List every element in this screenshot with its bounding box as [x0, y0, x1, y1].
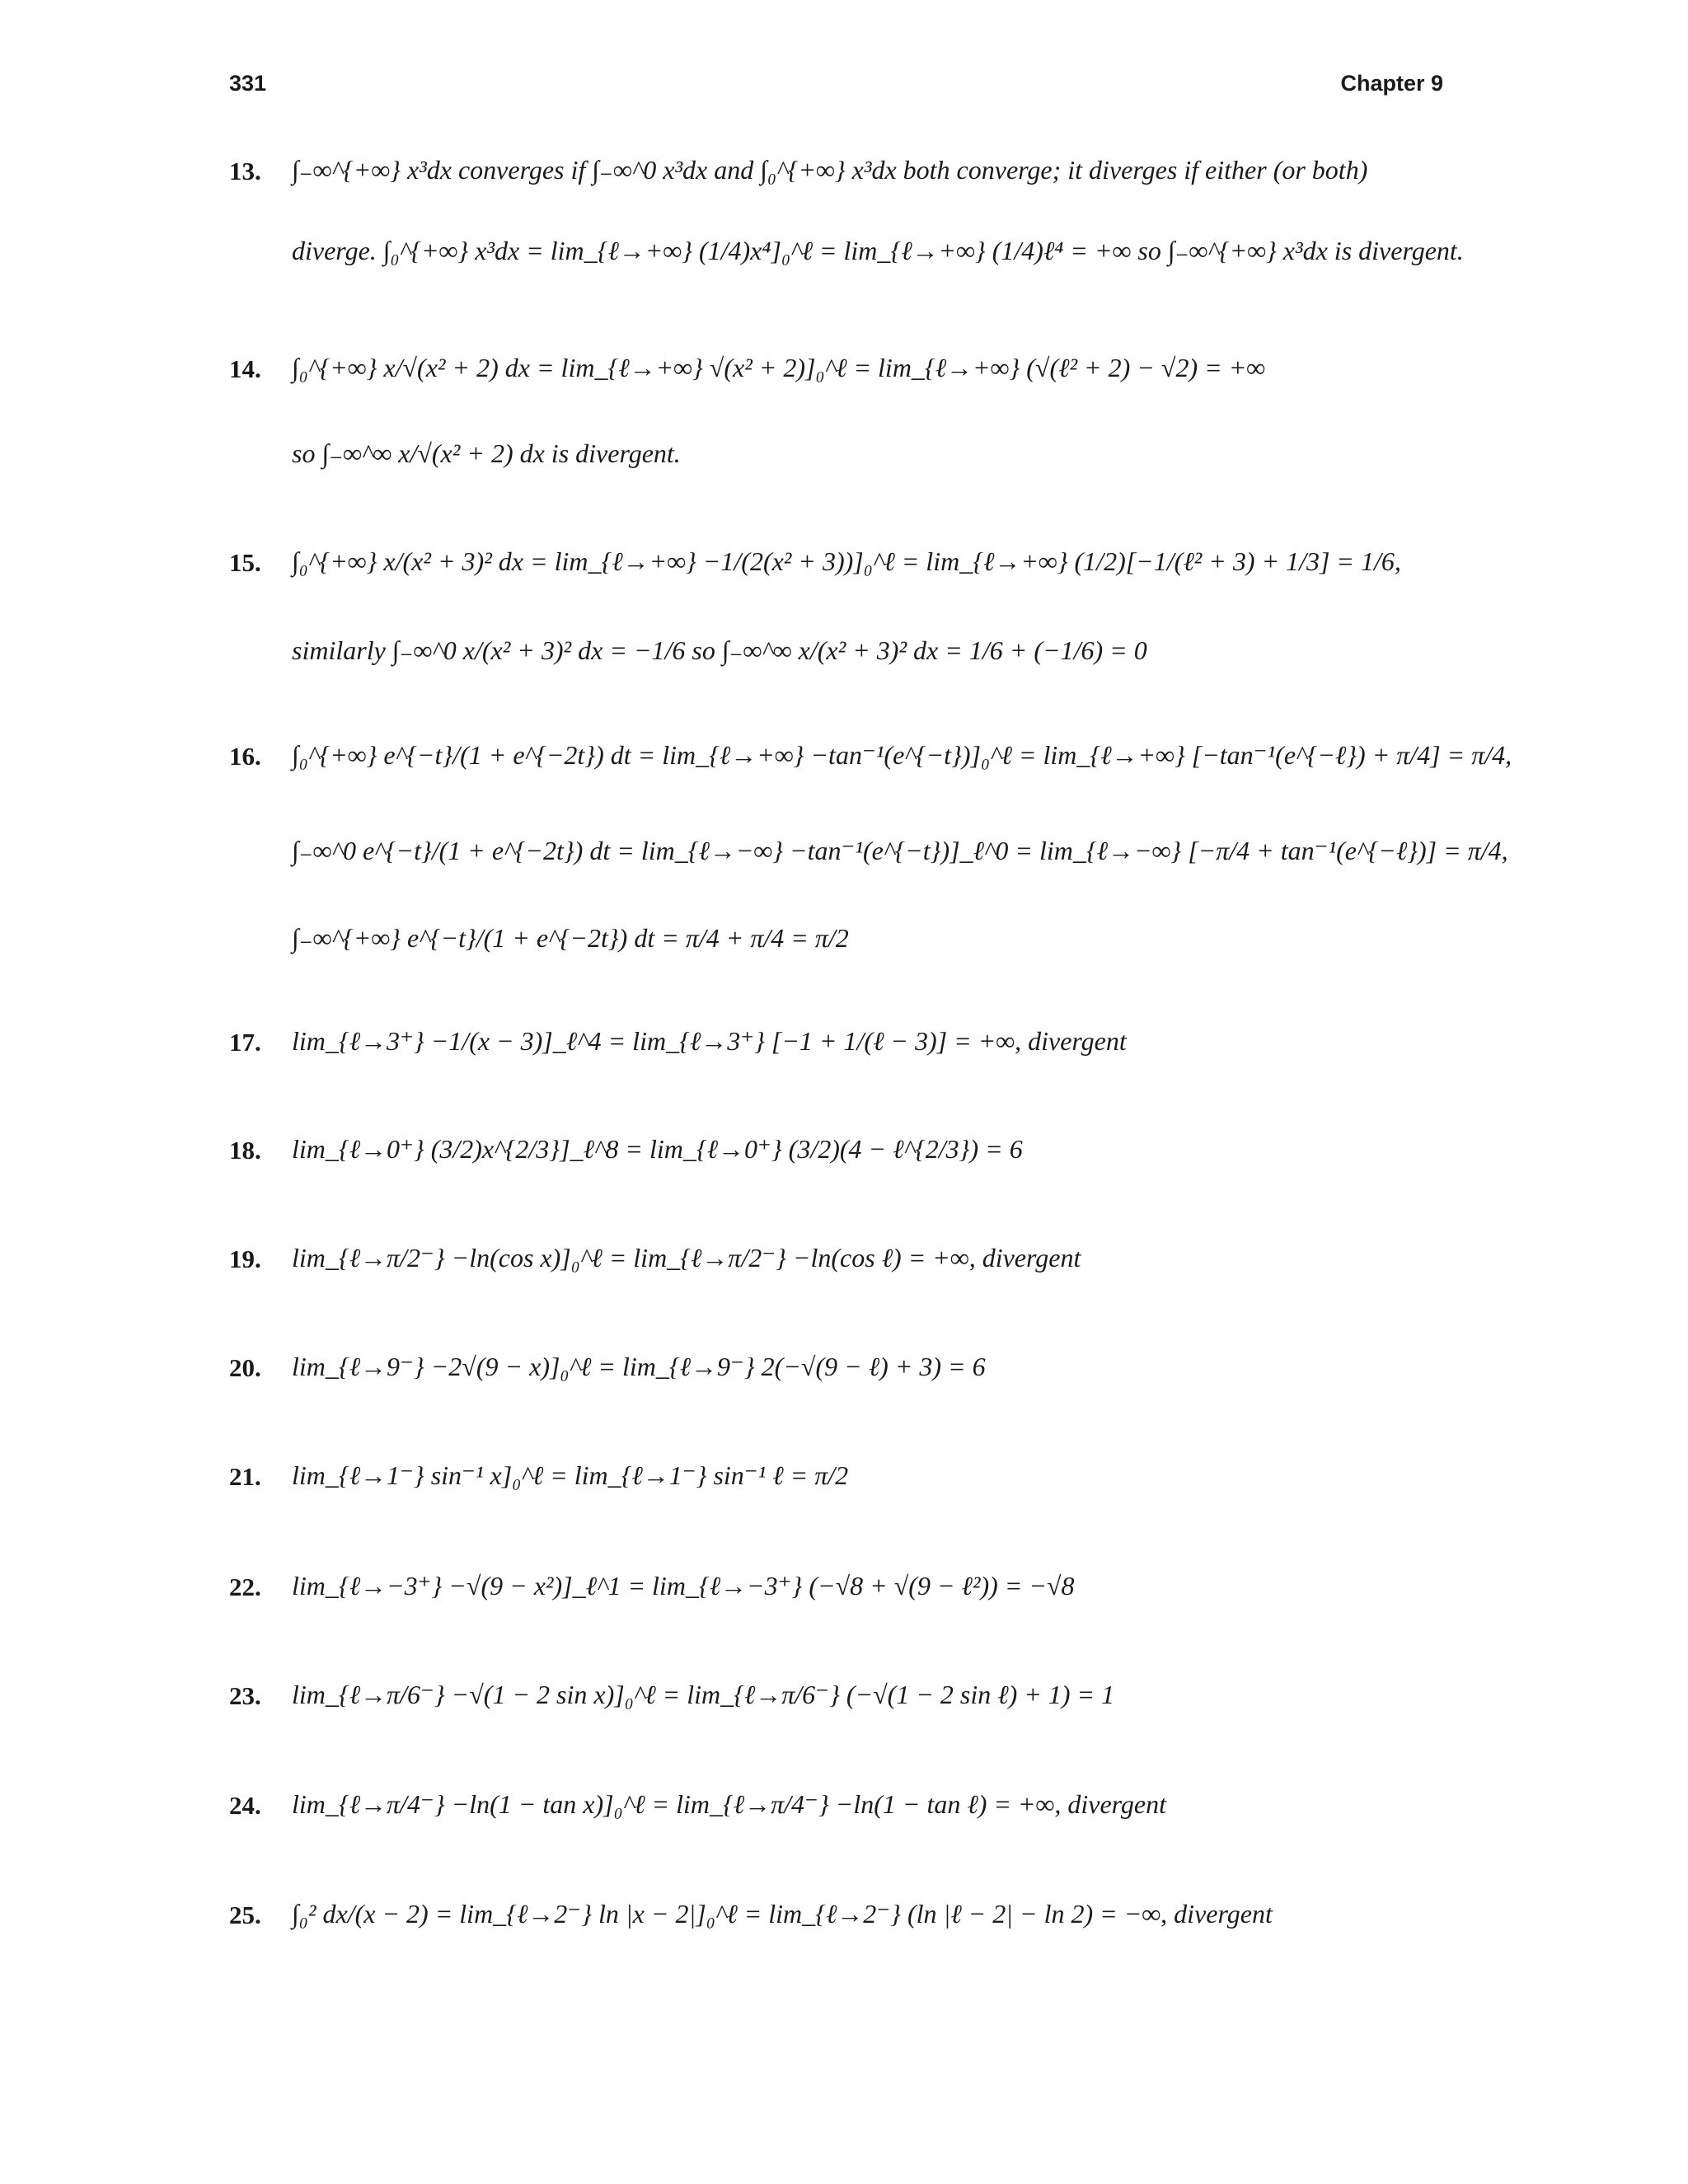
- problem-line: ∫₀^{+∞} x/√(x² + 2) dx = lim_{ℓ→+∞} √(x² + 2)]₀^ℓ = lim_{ℓ→+∞} (√(ℓ² + 2) − √2) = +∞: [292, 353, 1266, 382]
- problem-line: lim_{ℓ→π/2⁻} −ln(cos x)]₀^ℓ = lim_{ℓ→π/2⁻} −ln(cos ℓ) = +∞, divergent: [292, 1243, 1081, 1272]
- problem-line: similarly ∫₋∞^0 x/(x² + 3)² dx = −1/6 so ∫₋∞^∞ x/(x² + 3)² dx = 1/6 + (−1/6) = 0: [292, 635, 1147, 665]
- problem-line: ∫₀² dx/(x − 2) = lim_{ℓ→2⁻} ln |x − 2|]₀^ℓ = lim_{ℓ→2⁻} (ln |ℓ − 2| − ln 2) = −∞, divergent: [292, 1899, 1273, 1929]
- problem-line: lim_{ℓ→π/4⁻} −ln(1 − tan x)]₀^ℓ = lim_{ℓ→π/4⁻} −ln(1 − tan ℓ) = +∞, divergent: [292, 1789, 1166, 1819]
- problem-number: 18.: [229, 1136, 261, 1165]
- problem-number: 14.: [229, 354, 261, 383]
- problem-line: diverge. ∫₀^{+∞} x³dx = lim_{ℓ→+∞} (1/4)x⁴]₀^ℓ = lim_{ℓ→+∞} (1/4)ℓ⁴ = +∞ so ∫₋∞^{+∞} x³dx is divergent.: [292, 236, 1464, 265]
- problem-number: 15.: [229, 548, 261, 577]
- problem-number: 25.: [229, 1900, 261, 1929]
- problem-number: 22.: [229, 1572, 261, 1601]
- problem-line: lim_{ℓ→π/6⁻} −√(1 − 2 sin x)]₀^ℓ = lim_{ℓ→π/6⁻} (−√(1 − 2 sin ℓ) + 1) = 1: [292, 1680, 1115, 1709]
- problem-number: 20.: [229, 1353, 261, 1382]
- problem-line: so ∫₋∞^∞ x/√(x² + 2) dx is divergent.: [292, 438, 681, 468]
- chapter-title: Chapter 9: [1340, 71, 1443, 96]
- problem-line: ∫₋∞^{+∞} x³dx converges if ∫₋∞^0 x³dx and ∫₀^{+∞} x³dx both converge; it diverges if either (or both): [292, 155, 1368, 185]
- problem-line: lim_{ℓ→1⁻} sin⁻¹ x]₀^ℓ = lim_{ℓ→1⁻} sin⁻¹ ℓ = π/2: [292, 1460, 849, 1490]
- problem-line: lim_{ℓ→9⁻} −2√(9 − x)]₀^ℓ = lim_{ℓ→9⁻} 2(−√(9 − ℓ) + 3) = 6: [292, 1352, 986, 1381]
- problem-number: 19.: [229, 1244, 261, 1273]
- problem-line: ∫₀^{+∞} e^{−t}/(1 + e^{−2t}) dt = lim_{ℓ→+∞} −tan⁻¹(e^{−t})]₀^ℓ = lim_{ℓ→+∞} [−tan⁻¹(e^{−ℓ}) + π/4] = π/4,: [292, 740, 1512, 770]
- problem-line: lim_{ℓ→3⁺} −1/(x − 3)]_ℓ^4 = lim_{ℓ→3⁺} [−1 + 1/(ℓ − 3)] = +∞, divergent: [292, 1026, 1127, 1056]
- problem-number: 16.: [229, 742, 261, 771]
- problem-line: lim_{ℓ→−3⁺} −√(9 − x²)]_ℓ^1 = lim_{ℓ→−3⁺} (−√8 + √(9 − ℓ²)) = −√8: [292, 1571, 1075, 1601]
- problem-line: ∫₋∞^{+∞} e^{−t}/(1 + e^{−2t}) dt = π/4 + π/4 = π/2: [292, 923, 849, 953]
- problem-number: 23.: [229, 1681, 261, 1710]
- page-number: 331: [229, 71, 267, 96]
- problem-number: 24.: [229, 1791, 261, 1820]
- problem-line: ∫₀^{+∞} x/(x² + 3)² dx = lim_{ℓ→+∞} −1/(2(x² + 3))]₀^ℓ = lim_{ℓ→+∞} (1/2)[−1/(ℓ² + 3) + 1/3] = 1/6,: [292, 546, 1401, 576]
- problem-line: ∫₋∞^0 e^{−t}/(1 + e^{−2t}) dt = lim_{ℓ→−∞} −tan⁻¹(e^{−t})]_ℓ^0 = lim_{ℓ→−∞} [−π/4 + tan⁻¹(e^{−ℓ})] = π/4,: [292, 836, 1508, 865]
- problem-number: 13.: [229, 157, 261, 185]
- problem-number: 17.: [229, 1028, 261, 1057]
- problem-line: lim_{ℓ→0⁺} (3/2)x^{2/3}]_ℓ^8 = lim_{ℓ→0⁺} (3/2)(4 − ℓ^{2/3}) = 6: [292, 1134, 1023, 1164]
- problem-number: 21.: [229, 1462, 261, 1491]
